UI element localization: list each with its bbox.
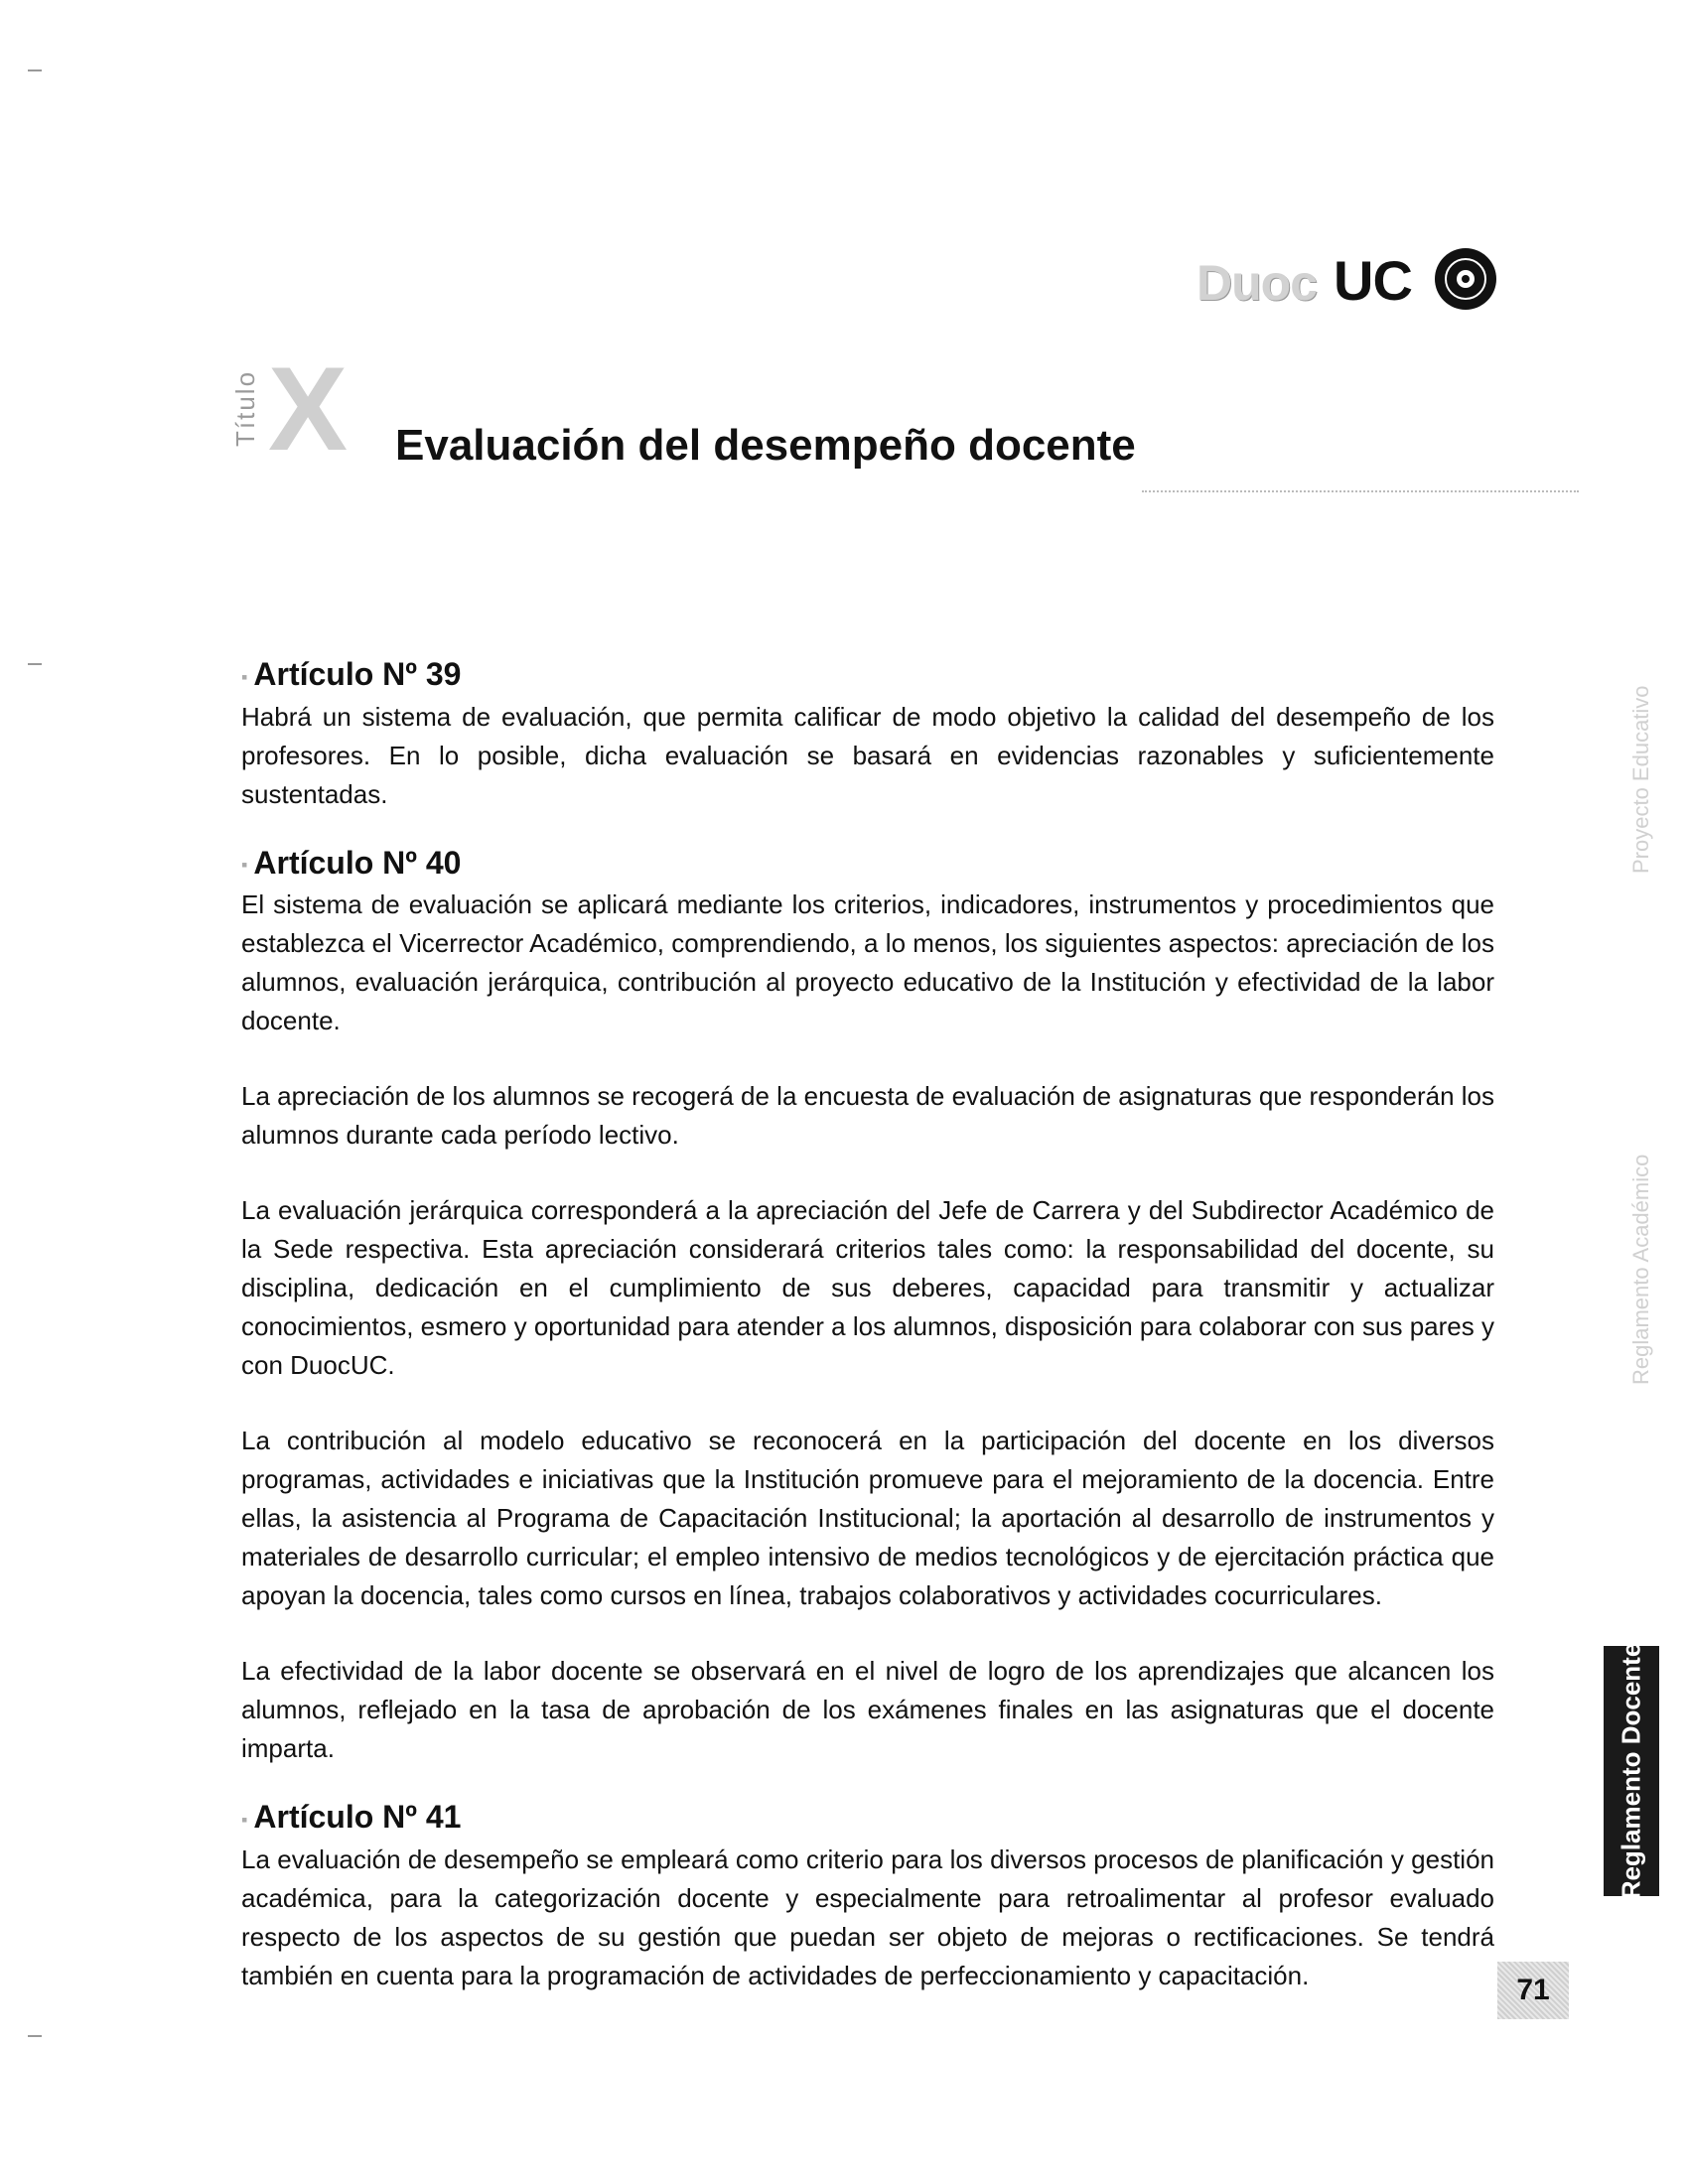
- article-heading: [241, 1796, 1494, 1841]
- paragraph: Habrá un sistema de evaluación, que permita calificar de modo objetivo la calidad del desempeño de los profesores. En lo posible, dicha evaluación se basará en evidencias razonables y suficientemente sustentadas.: [241, 701, 1494, 809]
- article-heading-text: Artículo Nº 41: [253, 1799, 462, 1836]
- seal-icon: [1433, 246, 1498, 312]
- title-divider: [1142, 490, 1579, 492]
- duocuc-logo: [1196, 246, 1494, 316]
- side-tab-label: Reglamento Docente: [1616, 1642, 1646, 1900]
- bullet-icon: ▪: [241, 666, 248, 687]
- article-41: [241, 1796, 1494, 1995]
- section-label: Título: [230, 369, 260, 447]
- scan-mark: [28, 663, 42, 665]
- bullet-icon: ▪: [241, 1809, 248, 1830]
- paragraph: La evaluación jerárquica corresponderá a la apreciación del Jefe de Carrera y del Subdirector Académico de la Sede respectiva. Esta apreciación considerará criterios tales como: la responsabilidad del docente, su disciplina, dedicación en el cumplimiento de sus deberes, capacidad para transmitir y actualizar conocimientos, esmero y oportunidad para atender a los alumnos, disposición para colaborar con sus pares y con DuocUC.: [241, 1195, 1494, 1381]
- article-40: [241, 842, 1494, 1769]
- logo-duoc-text: Duoc: [1196, 255, 1317, 311]
- document-body: [241, 653, 1494, 1995]
- bullet-icon: ▪: [241, 855, 248, 876]
- scan-mark: [28, 2035, 42, 2037]
- side-tab-proyecto-educativo[interactable]: Proyecto Educativo: [1628, 685, 1653, 874]
- article-heading: [241, 653, 1494, 698]
- paragraph: La contribución al modelo educativo se reconocerá en la participación del docente en los diversos programas, actividades e iniciativas que la Institución promueve para el mejoramiento de la docencia. Entre ellas, la asistencia al Programa de Capacitación Institucional; la aportación al desarrollo de instrumentos y materiales de desarrollo curricular; el empleo intensivo de medios tecnológicos y de ejercitación práctica que apoyan la docencia, tales como cursos en línea, trabajos colaborativos y actividades cocurriculares.: [241, 1426, 1494, 1611]
- paragraph: La efectividad de la labor docente se observará en el nivel de logro de los aprendizajes que alcancen los alumnos, reflejado en la tasa de aprobación de los exámenes finales en las asignaturas que el docente imparta.: [241, 1656, 1494, 1764]
- article-heading-text: Artículo Nº 39: [253, 656, 462, 692]
- page-number: 71: [1497, 1962, 1569, 2019]
- section-numeral: X: [268, 342, 349, 476]
- logo-uc-text: UC: [1334, 249, 1412, 312]
- article-heading-text: Artículo Nº 40: [253, 844, 462, 881]
- paragraph: La evaluación de desempeño se empleará como criterio para los diversos procesos de planificación y gestión académica, para la categorización docente y especialmente para retroalimentar al profesor evaluado respecto de los aspectos de su gestión que puedan ser objeto de mejoras o rectificaciones. Se tendrá también en cuenta para la programación de actividades de perfeccionamiento y capacitación.: [241, 1843, 1494, 1990]
- side-tab-reglamento-docente[interactable]: [1604, 1642, 1659, 1900]
- paragraph: La apreciación de los alumnos se recogerá de la encuesta de evaluación de asignaturas que responderán los alumnos durante cada período lectivo.: [241, 1081, 1494, 1151]
- page-title: Evaluación del desempeño docente: [395, 421, 1136, 470]
- side-tab-reglamento-academico[interactable]: Reglamento Académico: [1628, 1154, 1653, 1385]
- paragraph: El sistema de evaluación se aplicará mediante los criterios, indicadores, instrumentos y procedimientos que establezca el Vicerrector Académico, comprendiendo, a lo menos, los siguientes aspectos: apreciación de los alumnos, evaluación jerárquica, contribución al proyecto educativo de la Institución y efectividad de la labor docente.: [241, 889, 1494, 1036]
- article-heading: [241, 842, 1494, 887]
- article-39: [241, 653, 1494, 814]
- scan-mark: [28, 69, 42, 71]
